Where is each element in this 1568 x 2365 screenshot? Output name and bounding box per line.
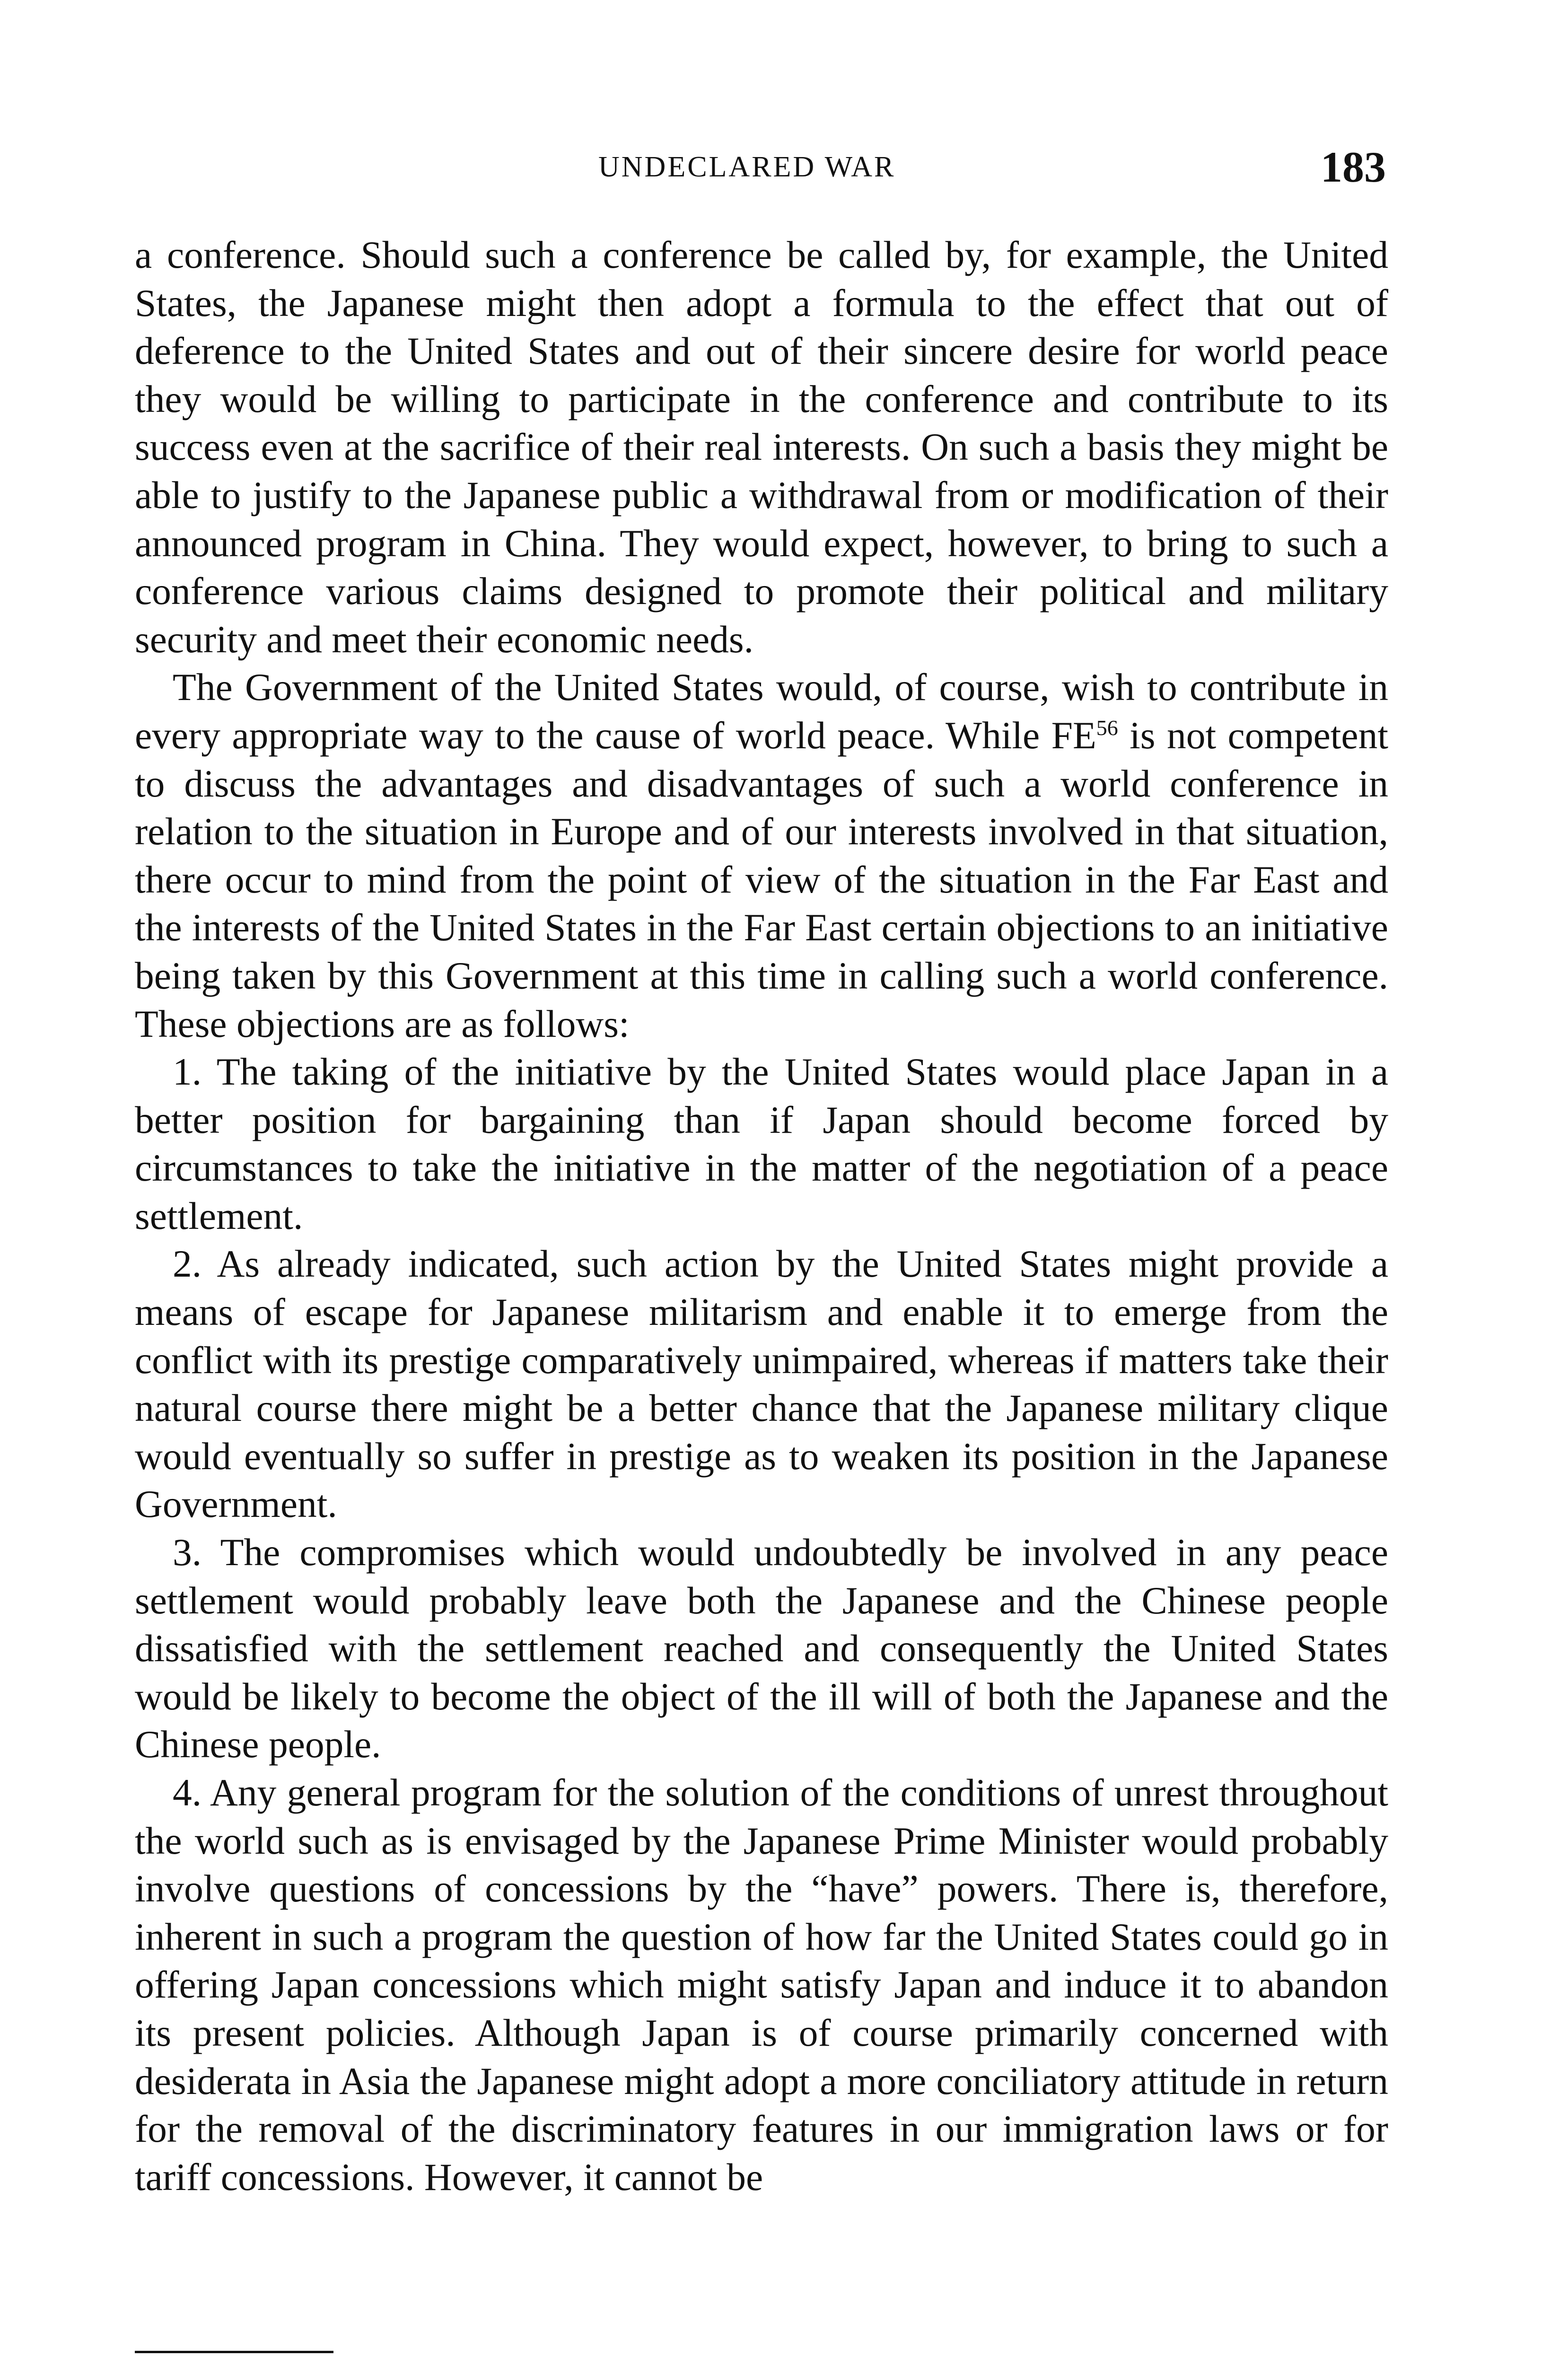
footnote-divider xyxy=(135,2351,333,2353)
objection-3: 3. The compromises which would undoubtedly be involved in any peace settlement would probably leave both the Japanese and the Chinese people dissatisfied with the settlement reached and consequently the United States would be likely to become the object of the ill will of both the Japanese and the Chinese people. xyxy=(135,1531,1388,1766)
running-head-title: UNDECLARED WAR xyxy=(598,151,896,183)
footnote-reference[interactable]: 56 xyxy=(1096,715,1118,740)
paragraph-2-text-before-ref: The Government of the United States would, of course, wish to contribute in every appropriate way to the cause of world peace. While FE xyxy=(135,666,1388,757)
body-text xyxy=(135,231,1388,2201)
objection-4: 4. Any general program for the solution of the conditions of unrest throughout the world such as is envisaged by the Japanese Prime Minister would probably involve questions of concessions by the “have” powers. There is, therefore, inherent in such a program the question of how far the United States could go in offering Japan concessions which might satisfy Japan and induce it to abandon its present policies. Although Japan is of course primarily concerned with desiderata in Asia the Japanese might adopt a more conciliatory attitude in return for the removal of the discriminatory features in our immigration laws or for tariff concessions. However, it cannot be xyxy=(135,1771,1388,2199)
objection-2: 2. As already indicated, such action by the United States might provide a means of escape for Japanese militarism and enable it to emerge from the conflict with its prestige comparatively unimpaired, whereas if matters take their natural course there might be a better chance that the Japanese military clique would eventually so suffer in prestige as to weaken its position in the Japanese Government. xyxy=(135,1242,1388,1526)
page-number: 183 xyxy=(1321,143,1386,191)
objection-1: 1. The taking of the initiative by the United States would place Japan in a better position for bargaining than if Japan should become forced by circumstances to take the initiative in the matter of the negotiation of a peace settlement. xyxy=(135,1050,1388,1237)
paragraph-2 xyxy=(135,663,1388,1048)
paragraph-1: a conference. Should such a conference be called by, for example, the United States, the Japanese might then adopt a formula to the effect that out of deference to the United States and out of their sincere desire for world peace they would be willing to participate in the conference and contribute to its success even at the sacrifice of their real interests. On such a basis they might be able to justify to the Japanese public a withdrawal from or modification of their announced program in China. They would expect, however, to bring to such a conference various claims designed to promote their political and military security and meet their economic needs. xyxy=(135,233,1388,661)
paragraph-2-text-after-ref: is not competent to discuss the advantages and disadvantages of such a world conference in relation to the situation in Europe and of our interests involved in that situation, there occur to mind from the point of view of the situation in the Far East and the interests of the United States in the Far East certain objections to an initiative being taken by this Government at this time in calling such a world conference. These objections are as follows: xyxy=(135,713,1388,1045)
